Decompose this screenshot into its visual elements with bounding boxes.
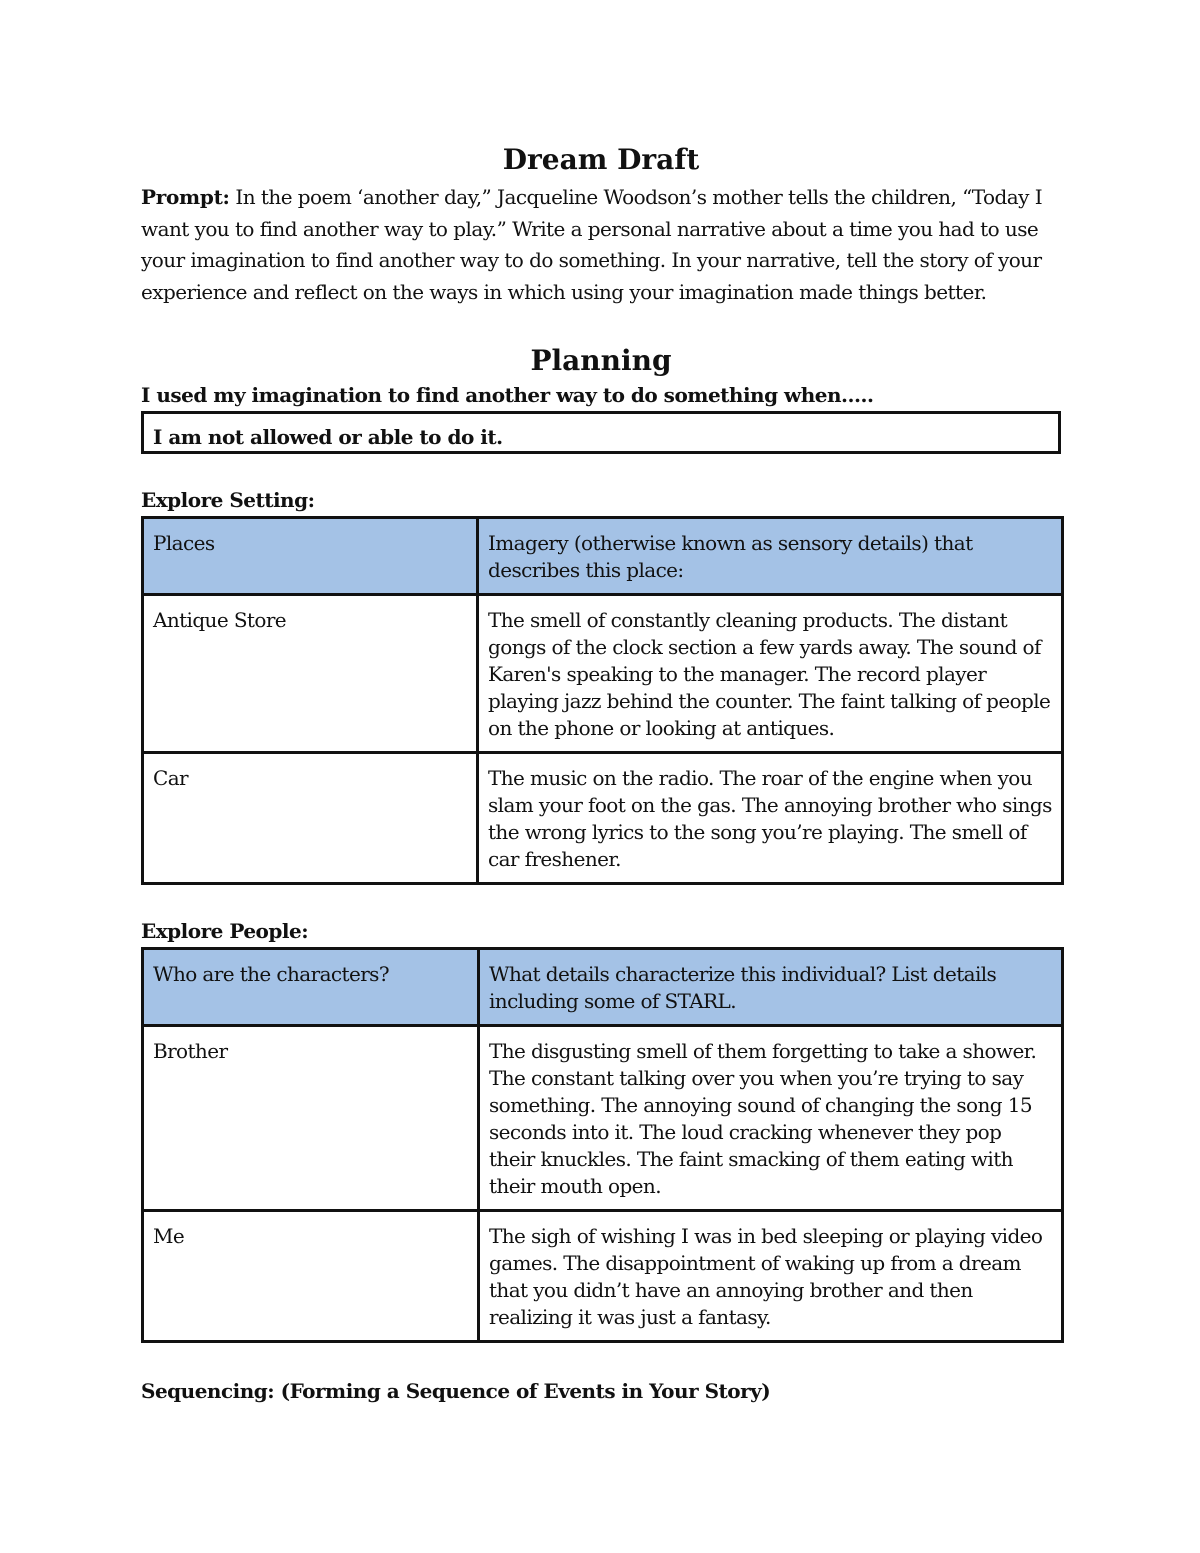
setting-header-places: Places xyxy=(143,518,478,595)
setting-place-cell: Antique Store xyxy=(143,595,478,753)
prompt-label: Prompt: xyxy=(141,185,230,209)
imagination-question: I used my imagination to find another way to do something when….. xyxy=(141,383,874,407)
imagination-answer-box: I am not allowed or able to do it. xyxy=(141,411,1061,454)
explore-setting-label: Explore Setting: xyxy=(141,488,315,512)
people-name-cell: Me xyxy=(143,1211,479,1342)
people-details-cell: The disgusting smell of them forgetting to take a shower. The constant talking over you when you’re trying to say something. The annoying sound of changing the song 15 seconds into it. The loud cracking whenever they pop their knuckles. The faint smacking of them eating with their mouth open. xyxy=(479,1026,1063,1211)
setting-details-cell: The music on the radio. The roar of the engine when you slam your foot on the gas. The annoying brother who sings the wrong lyrics to the song you’re playing. The smell of car freshener. xyxy=(478,753,1063,884)
table-row xyxy=(143,1211,1063,1342)
people-header-details: What details characterize this individual? List details including some of STARL. xyxy=(479,949,1063,1026)
planning-heading: Planning xyxy=(530,344,672,377)
table-row xyxy=(143,595,1063,753)
people-details-cell: The sigh of wishing I was in bed sleeping or playing video games. The disappointment of waking up from a dream that you didn’t have an annoying brother and then realizing it was just a fantasy. xyxy=(479,1211,1063,1342)
explore-people-label: Explore People: xyxy=(141,919,309,943)
setting-table xyxy=(141,516,1064,885)
sequencing-label: Sequencing: (Forming a Sequence of Events in Your Story) xyxy=(141,1379,771,1403)
setting-place-cell: Car xyxy=(143,753,478,884)
prompt-text: In the poem ‘another day,” Jacqueline Woodson’s mother tells the children, “Today I want you to find another way to play.” Write a personal narrative about a time you had to use your imagination to find another way to do something. In your narrative, tell the story of your experience and reflect on the ways in which using your imagination made things better. xyxy=(141,185,1043,304)
table-row xyxy=(143,753,1063,884)
people-table-header-row xyxy=(143,949,1063,1026)
document-page xyxy=(141,140,1061,1405)
document-title: Dream Draft xyxy=(502,143,700,176)
setting-details-cell: The smell of constantly cleaning products. The distant gongs of the clock section a few yards away. The sound of Karen's speaking to the manager. The record player playing jazz behind the counter. The faint talking of people on the phone or looking at antiques. xyxy=(478,595,1063,753)
people-table xyxy=(141,947,1064,1343)
people-header-characters: Who are the characters? xyxy=(143,949,479,1026)
table-row xyxy=(143,1026,1063,1211)
setting-table-header-row xyxy=(143,518,1063,595)
setting-header-imagery: Imagery (otherwise known as sensory details) that describes this place: xyxy=(478,518,1063,595)
people-name-cell: Brother xyxy=(143,1026,479,1211)
prompt-paragraph xyxy=(141,182,1061,308)
